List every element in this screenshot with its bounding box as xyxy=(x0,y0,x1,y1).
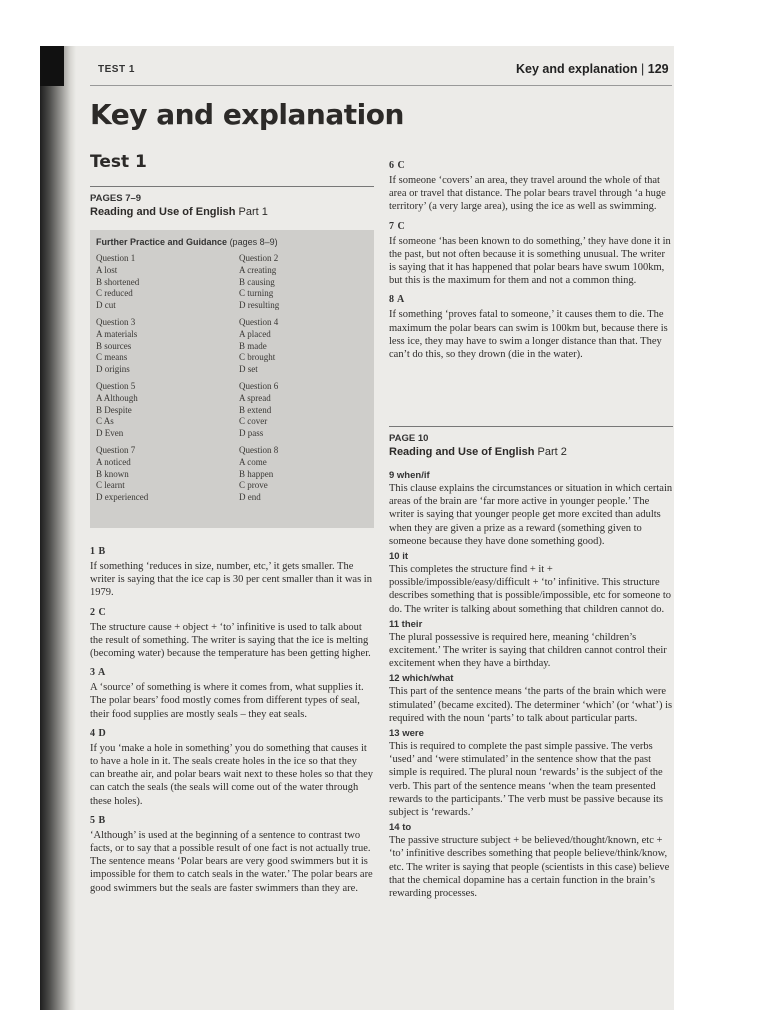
question-option: A placed xyxy=(239,328,271,339)
header-separator: | xyxy=(641,62,648,76)
question-option: D cut xyxy=(96,300,116,311)
question-option: B shortened xyxy=(96,276,140,287)
answer-explanation: This completes the structure find + it + possible/impossible/easy/difficult + ‘to’ infinitive. This structure describes something that is possible/impossible, etc for someone to do. The writer is talking about something that children cannot do. xyxy=(389,564,671,615)
answer-explanation: If you ‘make a hole in something’ you do something that causes it to have a hole in it. The seals create holes in the ice so that they can breathe air, and polar bears wait next to these holes so that they can catch the seals (the seals will come out of the water through these holes). xyxy=(90,742,373,807)
question-option: B Despite xyxy=(96,404,132,415)
section-heading-part1 xyxy=(90,206,268,218)
question-label: Question 7 xyxy=(96,444,136,455)
page10-label: PAGE 10 xyxy=(389,433,429,444)
running-header-right xyxy=(516,62,669,76)
answers-left-column xyxy=(90,546,374,902)
section-part: Part 1 xyxy=(238,206,268,218)
answers-right-column xyxy=(389,160,673,368)
question-option: A creating xyxy=(239,264,277,275)
question-option: D experienced xyxy=(96,492,149,503)
answer-explanation: The plural possessive is required here, meaning ‘children’s excitement.’ The writer is saying that children cannot control their excitement when they have a birthday. xyxy=(389,631,667,670)
section-heading-part2 xyxy=(389,446,567,458)
question-option: D end xyxy=(239,492,261,503)
answer-label: 12 which/what xyxy=(389,673,454,685)
answer-label: 8 A xyxy=(389,294,405,306)
question-option: B made xyxy=(239,340,267,351)
answer-label: 13 were xyxy=(389,728,424,740)
question-option: B causing xyxy=(239,276,275,287)
question-option: A come xyxy=(239,456,267,467)
question-option: C brought xyxy=(239,352,276,363)
question-option: D pass xyxy=(239,428,264,439)
test-divider xyxy=(90,186,374,187)
question-option: C cover xyxy=(239,416,268,427)
question-option: D set xyxy=(239,364,258,375)
answer-explanation: The passive structure subject + be believed/thought/known, etc + ‘to’ infinitive describes something that people believe/think/know, etc. The writer is saying that people (scientists in this case) believe that the chemical dopamine has a certain function in the brain’s rewarding processes. xyxy=(389,835,670,900)
answer-label: 7 C xyxy=(389,220,406,232)
question-option: C means xyxy=(96,352,128,363)
answer-explanation: A ‘source’ of something is where it comes from, what supplies it. The polar bears’ food mostly comes from different types of seal, their food supplies are mostly seals – they eat seals. xyxy=(90,682,364,720)
practice-pages: (pages 8–9) xyxy=(229,237,278,247)
answer-explanation: The structure cause + object + ‘to’ infinitive is used to talk about the result of something. The writer is saying that the ice is melting (becoming water) because the temperature has been getting higher. xyxy=(90,621,371,660)
section-title: Reading and Use of English xyxy=(389,446,535,458)
question-option: A lost xyxy=(96,264,118,275)
question-label: Question 8 xyxy=(239,444,279,455)
question-option: B sources xyxy=(96,340,132,351)
question-option: A spread xyxy=(239,392,271,403)
answer-label: 3 A xyxy=(90,667,106,679)
question-label: Question 4 xyxy=(239,316,279,327)
book-spine-edge xyxy=(40,46,64,86)
answers-part2-column xyxy=(389,470,673,903)
question-option: D resulting xyxy=(239,300,280,311)
page-title: Key and explanation xyxy=(90,98,404,131)
practice-guidance-box xyxy=(90,230,374,528)
answer-explanation: This clause explains the circumstances or situation in which certain areas of the brain are ‘far more active in younger people.’ The writer is saying that younger people get more excited than adults when they are given a prize as a reward (something given to someone because they have done something good). xyxy=(389,483,673,547)
question-option: C turning xyxy=(239,288,274,299)
answer-explanation: This part of the sentence means ‘the parts of the brain which were stimulated’ (became excited). The determiner ‘which’ (or ‘what’) is required with the noun ‘parts’ to talk about particular parts. xyxy=(389,686,673,724)
answer-explanation: ‘Although’ is used at the beginning of a sentence to contrast two facts, or to say that a possible result of one fact is not actually true. The sentence means ‘Polar bears are very good swimmers but it is impossible for them to catch seals in the water.’ The polar bears are good swimmers but the seals are faster swimmers than they are. xyxy=(90,829,373,894)
question-label: Question 1 xyxy=(96,253,136,263)
answer-label: 6 C xyxy=(389,160,406,171)
practice-title xyxy=(96,237,278,247)
test-heading: Test 1 xyxy=(90,152,147,172)
answer-label: 1 B xyxy=(90,546,106,557)
question-option: C prove xyxy=(239,480,268,491)
practice-question xyxy=(239,253,372,312)
question-option: B extend xyxy=(239,404,272,415)
question-option: D Even xyxy=(96,428,124,439)
question-option: C As xyxy=(96,416,114,427)
question-option: A Although xyxy=(96,392,138,403)
answer-label: 14 to xyxy=(389,822,412,834)
answer-explanation: If something ‘proves fatal to someone,’ it causes them to die. The maximum the polar bears can swim is 100km but, because there is less ice, they may have to swim a longer distance than that. They can’t do this, so they drown (die in the water). xyxy=(389,309,668,361)
book-spine-shadow xyxy=(40,46,76,1010)
practice-question xyxy=(239,381,372,440)
answer-label: 5 B xyxy=(90,814,106,826)
practice-heading: Further Practice and Guidance xyxy=(96,237,228,247)
question-label: Question 2 xyxy=(239,253,279,263)
header-divider xyxy=(90,85,672,86)
question-option: A materials xyxy=(96,328,138,339)
practice-question xyxy=(96,381,239,440)
question-label: Question 3 xyxy=(96,316,136,327)
answer-explanation: If someone ‘covers’ an area, they travel around the whole of that area or travel that distance. The polar bears travel through ‘a huge territory’ (a very large area), using the ice as well as swimming. xyxy=(389,175,666,213)
question-option: C learnt xyxy=(96,480,125,491)
answer-label: 9 when/if xyxy=(389,470,430,481)
question-option: B happen xyxy=(239,468,274,479)
practice-question xyxy=(96,317,239,376)
running-header-left: TEST 1 xyxy=(98,64,135,75)
practice-question xyxy=(96,253,239,312)
practice-question xyxy=(239,445,372,504)
page-number: 129 xyxy=(647,62,669,76)
pages-label: PAGES 7–9 xyxy=(90,193,142,204)
answer-label: 2 C xyxy=(90,606,107,618)
practice-question xyxy=(96,445,239,504)
question-option: B known xyxy=(96,468,129,479)
section-part: Part 2 xyxy=(537,446,567,458)
answer-explanation: This is required to complete the past simple passive. The verbs ‘used’ and ‘were stimulated’ in the sentence show that the past simple is required. The plural noun ‘rewards’ is the subject of the verb. This part of the sentence means ‘when the team presented rewards to the participants.’ The verb must be passive because its subject is ‘rewards.’ xyxy=(389,741,663,819)
question-label: Question 5 xyxy=(96,380,136,391)
practice-question xyxy=(239,317,372,376)
answer-explanation: If someone ‘has been known to do something,’ they have done it in the past, but not often because it is something unusual. The writer is saying that it has happened that polar bears have swum 100km, but this is the maximum for them and not a common thing. xyxy=(389,235,671,287)
answer-label: 11 their xyxy=(389,618,423,630)
question-option: A noticed xyxy=(96,456,131,467)
answer-label: 10 it xyxy=(389,551,409,563)
section-title: Reading and Use of English xyxy=(90,206,236,218)
question-option: D origins xyxy=(96,364,130,375)
question-label: Question 6 xyxy=(239,380,279,391)
answer-label: 4 D xyxy=(90,727,107,739)
question-option: C reduced xyxy=(96,288,133,299)
question-grid xyxy=(96,253,372,504)
answer-explanation: If something ‘reduces in size, number, etc,’ it gets smaller. The writer is saying that the ice cap is 30 per cent smaller than it was in 1979. xyxy=(90,561,372,599)
section-divider xyxy=(389,426,673,427)
running-header-title: Key and explanation xyxy=(516,62,638,76)
